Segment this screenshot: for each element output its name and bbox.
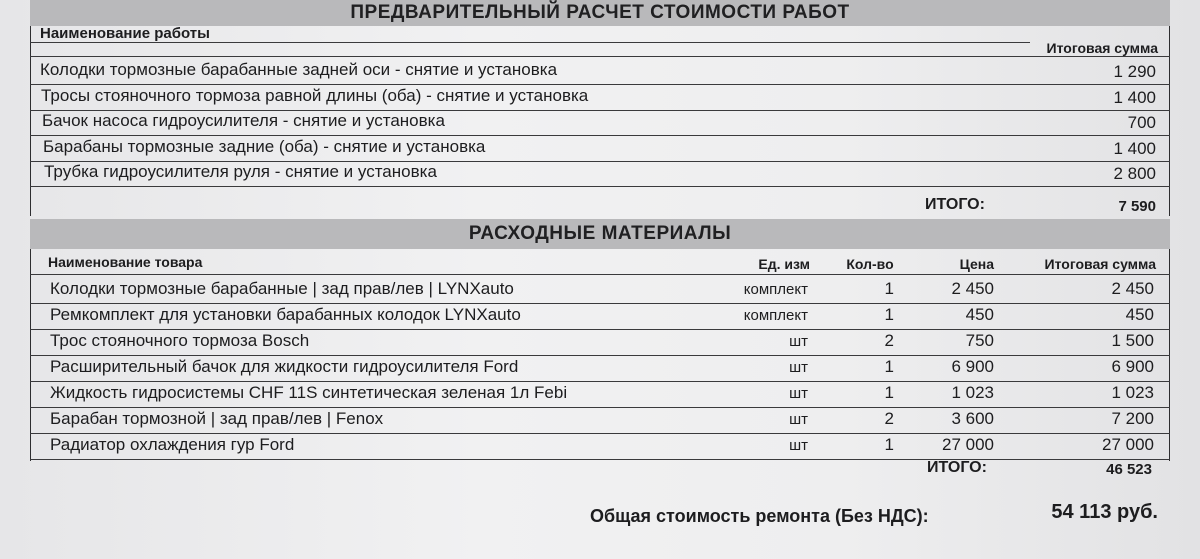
- works-row-divider: [30, 84, 1170, 85]
- work-name: Бачок насоса гидроусилителя - снятие и установка: [42, 111, 445, 130]
- material-name: Ремкомплект для установки барабанных колодок LYNXauto: [50, 305, 521, 324]
- works-total-label: ИТОГО:: [925, 196, 985, 213]
- material-sum: 2 450: [1111, 279, 1154, 298]
- works-row-divider: [30, 186, 1170, 187]
- materials-row-divider: [30, 381, 1170, 382]
- material-name: Радиатор охлаждения гур Ford: [50, 435, 295, 454]
- material-qty: 1: [884, 279, 894, 298]
- works-row-divider: [30, 135, 1170, 136]
- work-sum: 700: [1127, 113, 1156, 132]
- material-sum: 7 200: [1111, 409, 1154, 428]
- material-unit: комплект: [743, 281, 808, 298]
- materials-total-label: ИТОГО:: [927, 459, 987, 476]
- work-sum: 1 400: [1113, 139, 1156, 158]
- material-price: 1 023: [951, 383, 994, 402]
- material-name: Жидкость гидросистемы CHF 11S синтетическая зеленая 1л Febi: [50, 383, 568, 402]
- material-sum: 6 900: [1111, 357, 1154, 376]
- works-section-title: ПРЕДВАРИТЕЛЬНЫЙ РАСЧЕТ СТОИМОСТИ РАБОТ: [30, 0, 1170, 26]
- material-name: Расширительный бачок для жидкости гидроусилителя Ford: [50, 357, 519, 376]
- work-name: Тросы стояночного тормоза равной длины (оба) - снятие и установка: [41, 86, 589, 105]
- material-sum: 1 500: [1111, 331, 1154, 350]
- materials-row-divider: [30, 355, 1170, 356]
- material-price: 2 450: [951, 279, 994, 298]
- materials-section-title: РАСХОДНЫЕ МАТЕРИАЛЫ: [30, 219, 1170, 249]
- material-name: Трос стояночного тормоза Bosch: [50, 331, 310, 350]
- material-price: 6 900: [951, 357, 994, 376]
- materials-header-line: [30, 274, 1170, 275]
- materials-col-name-header: Наименование товара: [48, 254, 203, 270]
- work-name: Барабаны тормозные задние (оба) - снятие и установка: [43, 137, 486, 156]
- works-header-line: [30, 56, 1170, 57]
- material-name: Барабан тормозной | зад прав/лев | Fenox: [50, 409, 384, 428]
- materials-col-price-header: Цена: [959, 256, 994, 272]
- works-right-border: [1169, 26, 1170, 216]
- materials-col-total-header: Итоговая сумма: [1044, 256, 1156, 272]
- material-qty: 2: [884, 409, 894, 428]
- material-unit: шт: [789, 411, 808, 428]
- material-price: 450: [965, 305, 994, 324]
- materials-col-unit-header: Ед. изм: [758, 256, 810, 272]
- material-qty: 1: [884, 383, 894, 402]
- work-sum: 2 800: [1113, 164, 1156, 183]
- materials-row-divider: [30, 303, 1170, 304]
- materials-col-qty-header: Кол-во: [846, 256, 894, 272]
- grand-total-label: Общая стоимость ремонта (Без НДС):: [590, 506, 929, 526]
- work-sum: 1 290: [1113, 62, 1156, 81]
- material-sum: 1 023: [1111, 383, 1154, 402]
- material-unit: комплект: [743, 307, 808, 324]
- material-name: Колодки тормозные барабанные | зад прав/лев | LYNXauto: [50, 279, 514, 298]
- material-qty: 1: [884, 357, 894, 376]
- materials-row-divider: [30, 329, 1170, 330]
- material-price: 3 600: [951, 409, 994, 428]
- works-col-name-header: Наименование работы: [40, 25, 210, 42]
- work-name: Колодки тормозные барабанные задней оси - снятие и установка: [40, 60, 558, 79]
- works-header-underline: [30, 42, 1030, 43]
- material-price: 750: [965, 331, 994, 350]
- materials-row-divider: [30, 459, 1170, 460]
- material-unit: шт: [789, 359, 808, 376]
- material-qty: 1: [884, 305, 894, 324]
- materials-row-divider: [30, 407, 1170, 408]
- works-left-border: [30, 26, 31, 216]
- material-unit: шт: [789, 385, 808, 402]
- material-sum: 27 000: [1102, 435, 1154, 454]
- materials-row-divider: [30, 433, 1170, 434]
- work-sum: 1 400: [1113, 88, 1156, 107]
- grand-total-value: 54 113 руб.: [1051, 501, 1158, 523]
- material-price: 27 000: [942, 435, 994, 454]
- materials-total-value: 46 523: [1106, 461, 1152, 478]
- material-qty: 1: [884, 435, 894, 454]
- material-unit: шт: [789, 333, 808, 350]
- work-name: Трубка гидроусилителя руля - снятие и установка: [44, 162, 437, 181]
- works-total-value: 7 590: [1118, 198, 1156, 215]
- material-sum: 450: [1125, 305, 1154, 324]
- works-col-total-header: Итоговая сумма: [1046, 40, 1158, 56]
- material-qty: 2: [884, 331, 894, 350]
- material-unit: шт: [789, 437, 808, 454]
